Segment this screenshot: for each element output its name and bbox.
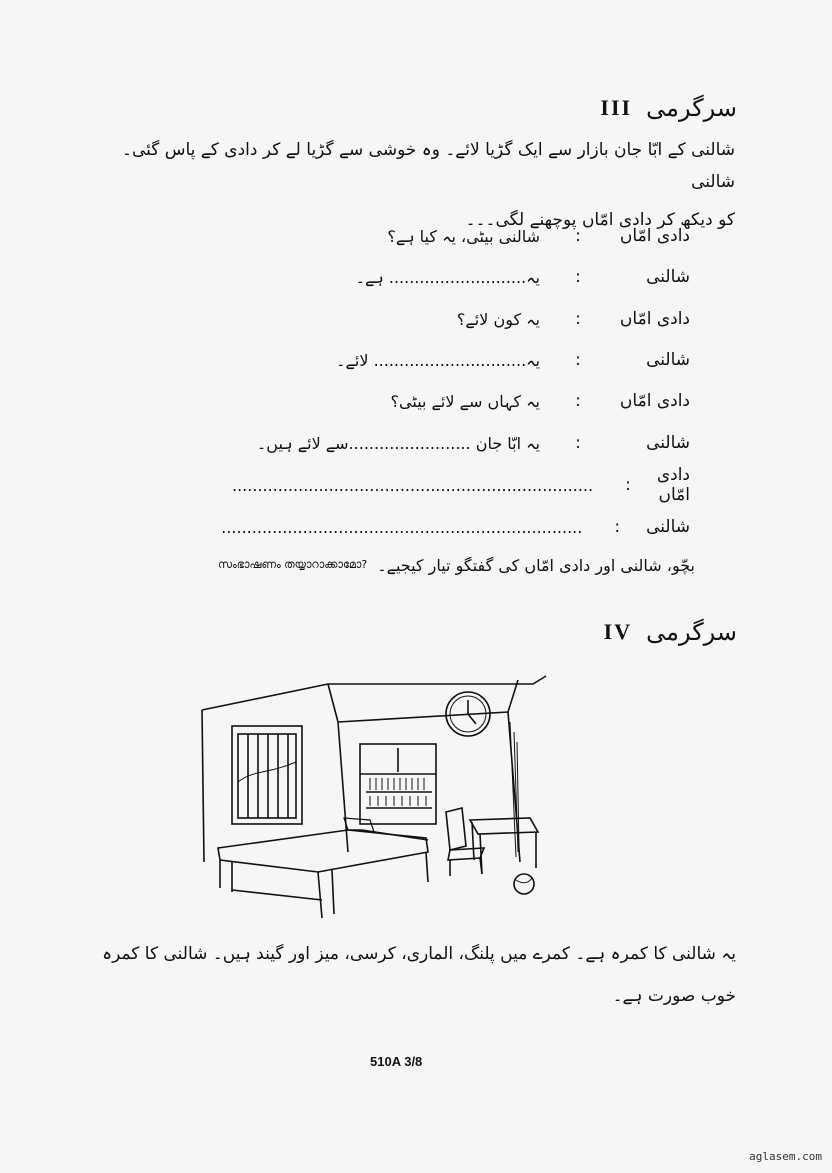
dialogue-row [250, 216, 690, 256]
chair-icon [446, 808, 484, 876]
dialogue-text: یہ ابّا جان ........................سے لائے ہیں۔ [256, 433, 540, 453]
dialogue-answer-blank[interactable]: ....................................................................... [231, 475, 594, 495]
activity3-para-line1: شالنی کے ابّا جان بازار سے ایک گڑیا لائے۔ وہ خوشی سے گڑیا لے کر دادی کے پاس گئی۔ شالنی [121, 140, 735, 192]
window-icon [232, 726, 302, 824]
dialogue-speaker: دادی امّاں [656, 465, 690, 505]
instruction-malayalam: സംഭാഷണം തയ്യാറാക്കാമോ? [218, 558, 368, 571]
dialogue-speaker: شالنی [646, 517, 690, 537]
dialogue-colon: : [575, 267, 581, 287]
instruction [195, 548, 695, 582]
dialogue-row [231, 464, 690, 506]
dialogue-row [250, 422, 690, 464]
dialogue-row [250, 340, 690, 380]
dialogue-colon: : [575, 226, 581, 246]
dialogue-speaker: شالنی [646, 350, 690, 370]
watermark: aglasem.com [749, 1150, 822, 1163]
dialogue-speaker: دادی امّاں [619, 226, 690, 246]
room-illustration [198, 662, 558, 922]
activity4-title: سرگرمی [646, 618, 737, 646]
dialogue-colon: : [614, 517, 621, 537]
activity3-para-line2: کو دیکھ کر دادی امّاں پوچھنے لگی۔۔۔ [465, 210, 735, 230]
dialogue-answer-blank[interactable]: ....................................................................... [221, 517, 583, 537]
cupboard-icon [360, 744, 436, 824]
dialogue [221, 216, 690, 548]
dialogue-text: یہ.............................. لائے۔ [336, 350, 540, 370]
dialogue-text: یہ........................... ہے۔ [355, 267, 540, 287]
dialogue-row [250, 298, 690, 340]
ball-icon [514, 874, 534, 894]
page-code: 510A 3/8 [370, 1054, 423, 1069]
dialogue-speaker: شالنی [646, 267, 690, 287]
activity4-para-line1: یہ شالنی کا کمرہ ہے۔ کمرے میں پلنگ، الماری، کرسی، میز اور گیند ہیں۔ شالنی کا کمرہ [102, 944, 736, 964]
dialogue-colon: : [575, 309, 581, 329]
dialogue-row [250, 380, 690, 422]
dialogue-text: یہ کہاں سے لائے بیٹی؟ [390, 391, 540, 411]
bed-icon [218, 818, 428, 918]
dialogue-speaker: دادی امّاں [619, 391, 690, 411]
dialogue-text: شالنی بیٹی، یہ کیا ہے؟ [387, 226, 540, 246]
activity4-para-line2: خوب صورت ہے۔ [612, 986, 736, 1006]
dialogue-row [250, 256, 690, 298]
dialogue-row [221, 506, 690, 548]
dialogue-text: یہ کون لائے؟ [456, 309, 540, 329]
dialogue-colon: : [575, 391, 581, 411]
activity4-paragraph [100, 936, 736, 1014]
dialogue-colon: : [575, 350, 581, 370]
dialogue-colon: : [575, 433, 581, 453]
activity4-number: IV [603, 619, 633, 644]
activity4-heading [577, 612, 737, 652]
dialogue-speaker: دادی امّاں [619, 309, 690, 329]
dialogue-colon: : [625, 475, 631, 495]
activity3-number: III [600, 95, 633, 120]
instruction-urdu: بچّو، شالنی اور دادی امّاں کی گفتگو تیار کیجیے۔ [377, 555, 695, 575]
dialogue-speaker: شالنی [646, 433, 690, 453]
activity3-title: سرگرمی [646, 94, 737, 122]
activity3-heading [577, 88, 737, 128]
